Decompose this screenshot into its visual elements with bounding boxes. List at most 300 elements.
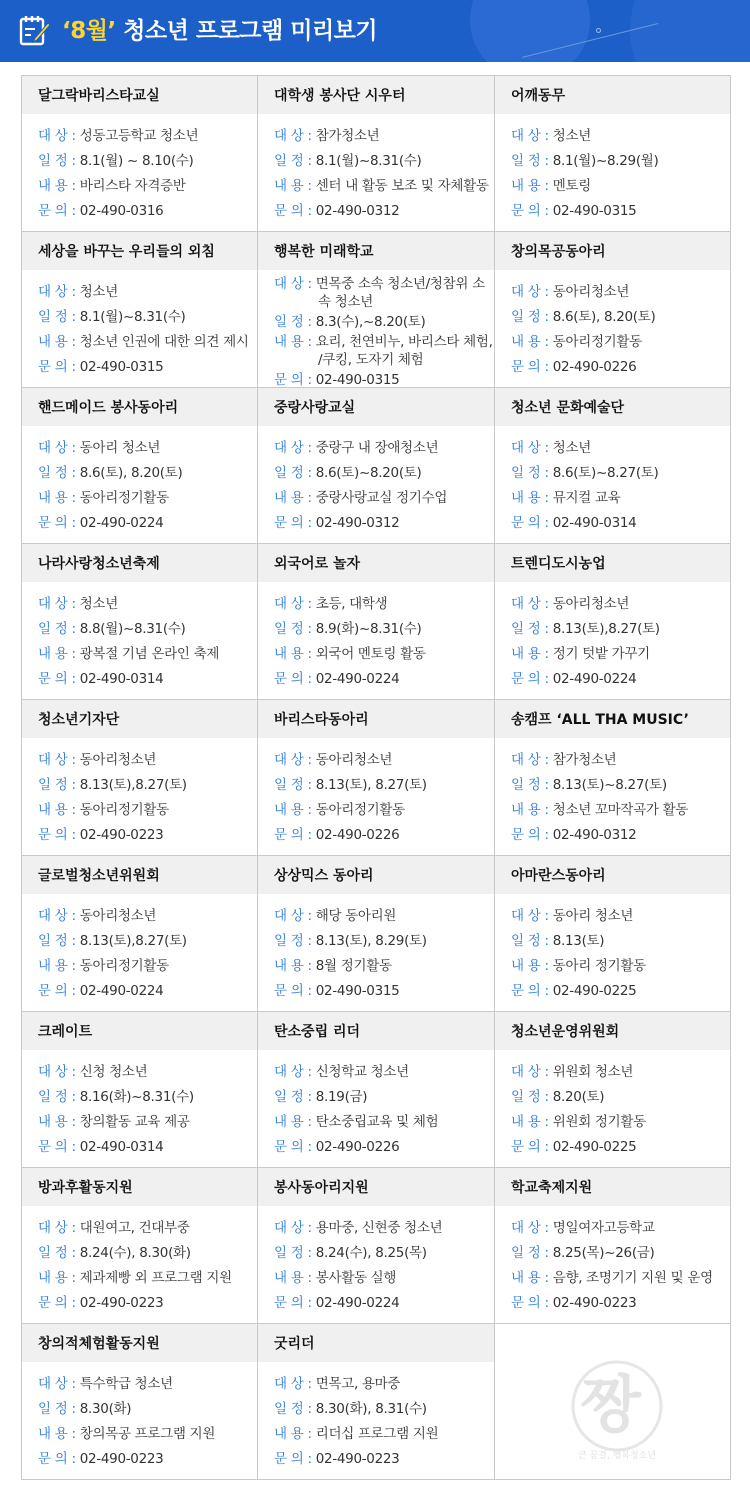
program-card xyxy=(258,1168,495,1324)
program-contact-value: 02-490-0225 xyxy=(552,1139,637,1155)
program-target-value: 청소년 xyxy=(552,128,591,144)
program-content-label: 내 용 : xyxy=(274,490,312,506)
page-header xyxy=(0,0,750,62)
program-target-row xyxy=(511,1060,730,1085)
program-contact-label: 문 의 : xyxy=(274,203,312,219)
program-schedule-row xyxy=(38,929,257,954)
program-schedule-label: 일 정 : xyxy=(511,465,549,481)
program-schedule-label: 일 정 : xyxy=(274,314,312,330)
program-card xyxy=(495,1168,731,1324)
program-schedule-label: 일 정 : xyxy=(274,1401,312,1417)
program-target-value: 동아리 청소년 xyxy=(552,908,634,924)
program-contact-value: 02-490-0226 xyxy=(315,1139,400,1155)
program-contact-value: 02-490-0314 xyxy=(79,1139,164,1155)
program-card xyxy=(495,856,731,1012)
program-target-label: 대 상 : xyxy=(38,284,76,300)
program-target-value: 해당 동아리원 xyxy=(315,908,397,924)
program-content-label: 내 용 : xyxy=(511,334,549,350)
program-contact-label: 문 의 : xyxy=(511,983,549,999)
program-details xyxy=(258,894,494,1004)
program-schedule-row xyxy=(511,305,730,330)
program-target-value: 동아리청소년 xyxy=(552,284,630,300)
program-target-row xyxy=(511,436,730,461)
program-card xyxy=(22,1012,258,1168)
program-schedule-value: 8.30(화) xyxy=(79,1401,132,1417)
program-name: 어깨동무 xyxy=(495,76,730,114)
program-target-value: 동아리청소년 xyxy=(79,908,157,924)
program-target-row xyxy=(38,436,257,461)
program-contact-label: 문 의 : xyxy=(38,671,76,687)
program-contact-row xyxy=(511,979,730,1004)
program-name: 바리스타동아리 xyxy=(258,700,494,738)
program-details xyxy=(22,1362,257,1472)
program-contact-label: 문 의 : xyxy=(38,1139,76,1155)
program-content-label: 내 용 : xyxy=(274,1270,312,1286)
program-contact-label: 문 의 : xyxy=(274,983,312,999)
program-content-value: 요리, 천연비누, 바리스타 체험, /쿠킹, 도자기 체험 xyxy=(315,334,493,368)
program-contact-row xyxy=(38,979,257,1004)
program-contact-value: 02-490-0224 xyxy=(315,1295,400,1311)
program-name: 상상믹스 동아리 xyxy=(258,856,494,894)
program-name: 아마란스동아리 xyxy=(495,856,730,894)
program-target-row xyxy=(38,280,257,305)
program-target-value: 명일여자고등학교 xyxy=(552,1220,655,1236)
program-target-row xyxy=(274,904,494,929)
program-schedule-value: 8.13(토) xyxy=(552,933,605,949)
program-contact-row xyxy=(38,1447,257,1472)
program-schedule-row xyxy=(511,773,730,798)
program-name: 외국어로 놀자 xyxy=(258,544,494,582)
program-details xyxy=(258,270,494,389)
notepad-pencil-icon xyxy=(18,13,52,47)
title-text: 청소년 프로그램 미리보기 xyxy=(115,18,378,44)
program-contact-row xyxy=(274,511,494,536)
program-name: 학교축제지원 xyxy=(495,1168,730,1206)
program-target-label: 대 상 : xyxy=(511,908,549,924)
program-card xyxy=(495,232,731,388)
program-contact-value: 02-490-0224 xyxy=(79,983,164,999)
program-target-row xyxy=(38,1372,257,1397)
program-content-row xyxy=(511,1110,730,1135)
program-content-value: 외국어 멘토링 활동 xyxy=(315,646,426,662)
program-target-label: 대 상 : xyxy=(511,752,549,768)
program-content-label: 내 용 : xyxy=(274,1426,312,1442)
program-contact-label: 문 의 : xyxy=(38,1451,76,1467)
program-details xyxy=(495,738,730,848)
program-card xyxy=(258,232,495,388)
program-content-row xyxy=(274,486,494,511)
program-schedule-value: 8.13(토),8.27(토) xyxy=(552,621,660,637)
program-target-label: 대 상 : xyxy=(274,752,312,768)
program-target-row xyxy=(511,124,730,149)
program-schedule-row xyxy=(511,1085,730,1110)
program-content-row xyxy=(274,642,494,667)
program-content-value: 청소년 인권에 대한 의견 제시 xyxy=(79,334,249,350)
program-schedule-row xyxy=(38,1397,257,1422)
program-card xyxy=(22,1324,258,1480)
program-contact-label: 문 의 : xyxy=(511,203,549,219)
program-details xyxy=(22,270,257,380)
program-target-label: 대 상 : xyxy=(38,1376,76,1392)
program-target-label: 대 상 : xyxy=(274,908,312,924)
program-details xyxy=(258,1362,494,1472)
program-contact-row xyxy=(38,1291,257,1316)
program-contact-row xyxy=(38,511,257,536)
page-title xyxy=(62,12,377,45)
program-schedule-label: 일 정 : xyxy=(38,1245,76,1261)
program-contact-value: 02-490-0312 xyxy=(315,515,400,531)
program-name: 행복한 미래학교 xyxy=(258,232,494,270)
program-name: 크레이트 xyxy=(22,1012,257,1050)
program-target-value: 대원여고, 건대부중 xyxy=(79,1220,190,1236)
program-card xyxy=(495,700,731,856)
program-schedule-row xyxy=(274,461,494,486)
program-name: 탄소중립 리더 xyxy=(258,1012,494,1050)
program-target-row xyxy=(511,280,730,305)
program-content-row xyxy=(274,1266,494,1291)
program-content-label: 내 용 : xyxy=(38,1270,76,1286)
program-schedule-label: 일 정 : xyxy=(38,933,76,949)
program-card xyxy=(495,388,731,544)
program-target-value: 청소년 xyxy=(79,596,118,612)
program-contact-value: 02-490-0315 xyxy=(552,203,637,219)
program-contact-value: 02-490-0315 xyxy=(79,359,164,375)
program-contact-label: 문 의 : xyxy=(274,515,312,531)
program-content-row xyxy=(274,798,494,823)
program-content-label: 내 용 : xyxy=(511,1270,549,1286)
program-details xyxy=(258,1206,494,1316)
program-details xyxy=(495,114,730,224)
program-content-label: 내 용 : xyxy=(274,958,312,974)
program-content-label: 내 용 : xyxy=(511,958,549,974)
program-target-label: 대 상 : xyxy=(38,440,76,456)
program-content-label: 내 용 : xyxy=(274,646,312,662)
program-schedule-row xyxy=(38,1085,257,1110)
program-contact-row xyxy=(274,1447,494,1472)
program-contact-row xyxy=(274,823,494,848)
program-target-value: 참가청소년 xyxy=(552,752,617,768)
program-content-row xyxy=(511,954,730,979)
title-highlight: ‘8월’ xyxy=(62,18,116,44)
program-target-value: 청소년 xyxy=(552,440,591,456)
program-content-label: 내 용 : xyxy=(38,958,76,974)
program-contact-row xyxy=(274,667,494,692)
program-name: 핸드메이드 봉사동아리 xyxy=(22,388,257,426)
program-contact-value: 02-490-0315 xyxy=(315,372,400,388)
program-schedule-value: 8.6(토), 8.20(토) xyxy=(79,465,183,481)
logo-slogan: 큰 꿈결, 행복청소년 xyxy=(577,1451,657,1461)
program-card xyxy=(22,856,258,1012)
program-content-value: 동아리정기활동 xyxy=(315,802,405,818)
program-content-value: 청소년 꼬마작곡가 활동 xyxy=(552,802,689,818)
program-contact-value: 02-490-0315 xyxy=(315,983,400,999)
program-content-row xyxy=(511,174,730,199)
program-content-value: 제과제빵 외 프로그램 지원 xyxy=(79,1270,232,1286)
program-name: 세상을 바꾸는 우리들의 외침 xyxy=(22,232,257,270)
program-contact-row xyxy=(511,199,730,224)
program-contact-row xyxy=(38,823,257,848)
program-target-row xyxy=(274,124,494,149)
program-card xyxy=(22,700,258,856)
program-target-label: 대 상 : xyxy=(511,284,549,300)
program-content-value: 탄소중립교육 및 체험 xyxy=(315,1114,439,1130)
program-target-value: 중랑구 내 장애청소년 xyxy=(315,440,439,456)
program-details xyxy=(495,894,730,1004)
program-content-label: 내 용 : xyxy=(511,490,549,506)
logo-mark: 짱 xyxy=(581,1368,641,1441)
program-name: 나라사랑청소년축제 xyxy=(22,544,257,582)
program-card xyxy=(258,1012,495,1168)
program-schedule-row xyxy=(511,461,730,486)
program-target-value: 동아리청소년 xyxy=(79,752,157,768)
program-name: 대학생 봉사단 시우터 xyxy=(258,76,494,114)
program-contact-row xyxy=(511,511,730,536)
program-content-label: 내 용 : xyxy=(38,1114,76,1130)
program-contact-label: 문 의 : xyxy=(511,1295,549,1311)
program-schedule-label: 일 정 : xyxy=(38,1089,76,1105)
program-contact-row xyxy=(511,1135,730,1160)
program-target-row xyxy=(274,436,494,461)
program-content-row xyxy=(38,1110,257,1135)
program-schedule-label: 일 정 : xyxy=(38,777,76,793)
program-schedule-value: 8.20(토) xyxy=(552,1089,605,1105)
program-contact-value: 02-490-0223 xyxy=(79,827,164,843)
program-contact-value: 02-490-0312 xyxy=(315,203,400,219)
center-logo-icon xyxy=(555,1342,675,1462)
program-schedule-row xyxy=(511,929,730,954)
program-content-label: 내 용 : xyxy=(511,646,549,662)
program-schedule-value: 8.13(토),8.27(토) xyxy=(79,933,187,949)
program-schedule-row xyxy=(38,1241,257,1266)
program-content-row xyxy=(38,1422,257,1447)
program-contact-label: 문 의 : xyxy=(274,372,312,388)
program-contact-row xyxy=(274,199,494,224)
program-target-label: 대 상 : xyxy=(38,596,76,612)
program-content-row xyxy=(274,1110,494,1135)
program-schedule-row xyxy=(274,1241,494,1266)
program-contact-row xyxy=(511,1291,730,1316)
program-content-row xyxy=(274,1422,494,1447)
program-grid xyxy=(21,75,731,1480)
program-content-value: 창의목공 프로그램 지원 xyxy=(79,1426,216,1442)
program-details xyxy=(258,738,494,848)
program-schedule-value: 8.13(토)~8.27(토) xyxy=(552,777,667,793)
program-target-label: 대 상 : xyxy=(274,440,312,456)
program-contact-value: 02-490-0225 xyxy=(552,983,637,999)
program-target-value: 초등, 대학생 xyxy=(315,596,388,612)
program-schedule-label: 일 정 : xyxy=(38,621,76,637)
program-schedule-label: 일 정 : xyxy=(274,153,312,169)
program-schedule-value: 8.24(수), 8.25(목) xyxy=(315,1245,427,1261)
program-target-label: 대 상 : xyxy=(511,1064,549,1080)
program-schedule-row xyxy=(274,1085,494,1110)
program-schedule-row xyxy=(274,313,494,331)
program-schedule-value: 8.13(토),8.27(토) xyxy=(79,777,187,793)
header-decoration-circle xyxy=(630,0,750,62)
program-target-label: 대 상 : xyxy=(274,128,312,144)
program-content-value: 동아리 정기활동 xyxy=(552,958,646,974)
program-target-label: 대 상 : xyxy=(274,276,312,292)
program-card xyxy=(258,700,495,856)
program-contact-row xyxy=(274,979,494,1004)
program-content-label: 내 용 : xyxy=(511,178,549,194)
program-schedule-value: 8.1(월) ~ 8.10(수) xyxy=(79,153,194,169)
program-content-value: 음향, 조명기기 지원 및 운영 xyxy=(552,1270,713,1286)
program-card xyxy=(495,544,731,700)
program-details xyxy=(258,114,494,224)
program-contact-label: 문 의 : xyxy=(274,1139,312,1155)
program-schedule-row xyxy=(511,617,730,642)
program-schedule-row xyxy=(274,1397,494,1422)
program-content-label: 내 용 : xyxy=(511,1114,549,1130)
program-card xyxy=(22,232,258,388)
program-content-value: 동아리정기활동 xyxy=(79,490,169,506)
program-name: 창의목공동아리 xyxy=(495,232,730,270)
program-target-label: 대 상 : xyxy=(38,1064,76,1080)
header-decoration-dot xyxy=(596,28,601,33)
program-schedule-value: 8.1(월)~8.29(월) xyxy=(552,153,659,169)
program-card xyxy=(258,856,495,1012)
program-target-row xyxy=(511,748,730,773)
program-target-value: 신청학교 청소년 xyxy=(315,1064,409,1080)
program-name: 달그락바리스타교실 xyxy=(22,76,257,114)
program-content-value: 뮤지컬 교육 xyxy=(552,490,621,506)
program-target-row xyxy=(38,904,257,929)
program-schedule-label: 일 정 : xyxy=(38,465,76,481)
program-contact-row xyxy=(274,1135,494,1160)
program-content-label: 내 용 : xyxy=(38,1426,76,1442)
program-schedule-label: 일 정 : xyxy=(511,1089,549,1105)
program-schedule-value: 8.24(수), 8.30(화) xyxy=(79,1245,191,1261)
program-card xyxy=(495,76,731,232)
program-schedule-label: 일 정 : xyxy=(511,309,549,325)
program-content-row xyxy=(38,798,257,823)
program-schedule-row xyxy=(274,929,494,954)
program-name: 중랑사랑교실 xyxy=(258,388,494,426)
program-schedule-label: 일 정 : xyxy=(38,1401,76,1417)
program-name: 트렌디도시농업 xyxy=(495,544,730,582)
program-target-value: 면목중 소속 청소년/청참위 소속 청소년 xyxy=(315,276,485,310)
program-content-row xyxy=(511,642,730,667)
program-target-label: 대 상 : xyxy=(274,596,312,612)
program-name: 창의적체험활동지원 xyxy=(22,1324,257,1362)
program-target-label: 대 상 : xyxy=(38,752,76,768)
program-content-row xyxy=(511,486,730,511)
program-details xyxy=(495,1050,730,1160)
program-content-label: 내 용 : xyxy=(274,178,312,194)
program-content-value: 창의활동 교육 제공 xyxy=(79,1114,190,1130)
program-target-value: 신청 청소년 xyxy=(79,1064,148,1080)
program-schedule-label: 일 정 : xyxy=(511,621,549,637)
program-content-label: 내 용 : xyxy=(274,334,312,350)
program-target-row xyxy=(274,748,494,773)
program-schedule-label: 일 정 : xyxy=(38,153,76,169)
program-details xyxy=(22,114,257,224)
program-contact-row xyxy=(511,355,730,380)
program-content-label: 내 용 : xyxy=(274,802,312,818)
program-target-value: 청소년 xyxy=(79,284,118,300)
program-content-label: 내 용 : xyxy=(38,490,76,506)
program-contact-label: 문 의 : xyxy=(274,827,312,843)
program-schedule-row xyxy=(511,1241,730,1266)
program-details xyxy=(495,1206,730,1316)
program-target-value: 용마중, 신현중 청소년 xyxy=(315,1220,443,1236)
program-target-value: 동아리청소년 xyxy=(552,596,630,612)
program-content-value: 중랑사랑교실 정기수업 xyxy=(315,490,448,506)
program-target-label: 대 상 : xyxy=(511,128,549,144)
program-schedule-row xyxy=(274,773,494,798)
program-contact-value: 02-490-0223 xyxy=(552,1295,637,1311)
program-details xyxy=(258,1050,494,1160)
header-decoration-circle xyxy=(470,0,590,62)
program-schedule-value: 8.19(금) xyxy=(315,1089,368,1105)
program-content-row xyxy=(274,333,494,369)
program-card xyxy=(258,76,495,232)
program-contact-label: 문 의 : xyxy=(511,359,549,375)
program-schedule-value: 8.1(월)~8.31(수) xyxy=(79,309,186,325)
program-schedule-value: 8.6(토), 8.20(토) xyxy=(552,309,656,325)
program-content-value: 동아리정기활동 xyxy=(552,334,642,350)
program-card xyxy=(258,1324,495,1480)
program-content-row xyxy=(274,174,494,199)
program-details xyxy=(22,582,257,692)
program-schedule-row xyxy=(511,149,730,174)
program-contact-label: 문 의 : xyxy=(38,515,76,531)
program-target-row xyxy=(274,275,494,311)
program-schedule-label: 일 정 : xyxy=(511,777,549,793)
program-schedule-label: 일 정 : xyxy=(274,465,312,481)
program-content-row xyxy=(511,1266,730,1291)
program-target-row xyxy=(274,1060,494,1085)
program-target-row xyxy=(38,592,257,617)
program-contact-label: 문 의 : xyxy=(511,827,549,843)
program-details xyxy=(22,894,257,1004)
program-content-label: 내 용 : xyxy=(38,646,76,662)
program-content-value: 위원회 정기활동 xyxy=(552,1114,646,1130)
program-target-row xyxy=(511,1216,730,1241)
program-contact-row xyxy=(274,1291,494,1316)
program-card xyxy=(258,388,495,544)
program-content-row xyxy=(38,954,257,979)
program-schedule-label: 일 정 : xyxy=(274,777,312,793)
program-contact-label: 문 의 : xyxy=(38,1295,76,1311)
program-content-value: 광복절 기념 온라인 축제 xyxy=(79,646,220,662)
program-contact-value: 02-490-0314 xyxy=(79,671,164,687)
program-contact-label: 문 의 : xyxy=(38,359,76,375)
program-content-value: 정기 텃밭 가꾸기 xyxy=(552,646,650,662)
program-schedule-value: 8.13(토), 8.27(토) xyxy=(315,777,427,793)
program-content-value: 리더십 프로그램 지원 xyxy=(315,1426,439,1442)
program-details xyxy=(495,582,730,692)
program-details xyxy=(22,738,257,848)
program-schedule-value: 8.6(토)~8.20(토) xyxy=(315,465,422,481)
program-content-row xyxy=(38,486,257,511)
program-contact-label: 문 의 : xyxy=(38,203,76,219)
program-target-label: 대 상 : xyxy=(274,1220,312,1236)
program-schedule-label: 일 정 : xyxy=(274,1089,312,1105)
program-name: 글로벌청소년위원회 xyxy=(22,856,257,894)
program-schedule-label: 일 정 : xyxy=(38,309,76,325)
program-schedule-value: 8.13(토), 8.29(토) xyxy=(315,933,427,949)
program-target-label: 대 상 : xyxy=(274,1376,312,1392)
program-contact-value: 02-490-0312 xyxy=(552,827,637,843)
program-content-label: 내 용 : xyxy=(511,802,549,818)
program-target-label: 대 상 : xyxy=(274,1064,312,1080)
program-details xyxy=(495,426,730,536)
program-schedule-value: 8.9(화)~8.31(수) xyxy=(315,621,422,637)
program-content-value: 센터 내 활동 보조 및 자체활동 xyxy=(315,178,489,194)
program-schedule-label: 일 정 : xyxy=(274,1245,312,1261)
